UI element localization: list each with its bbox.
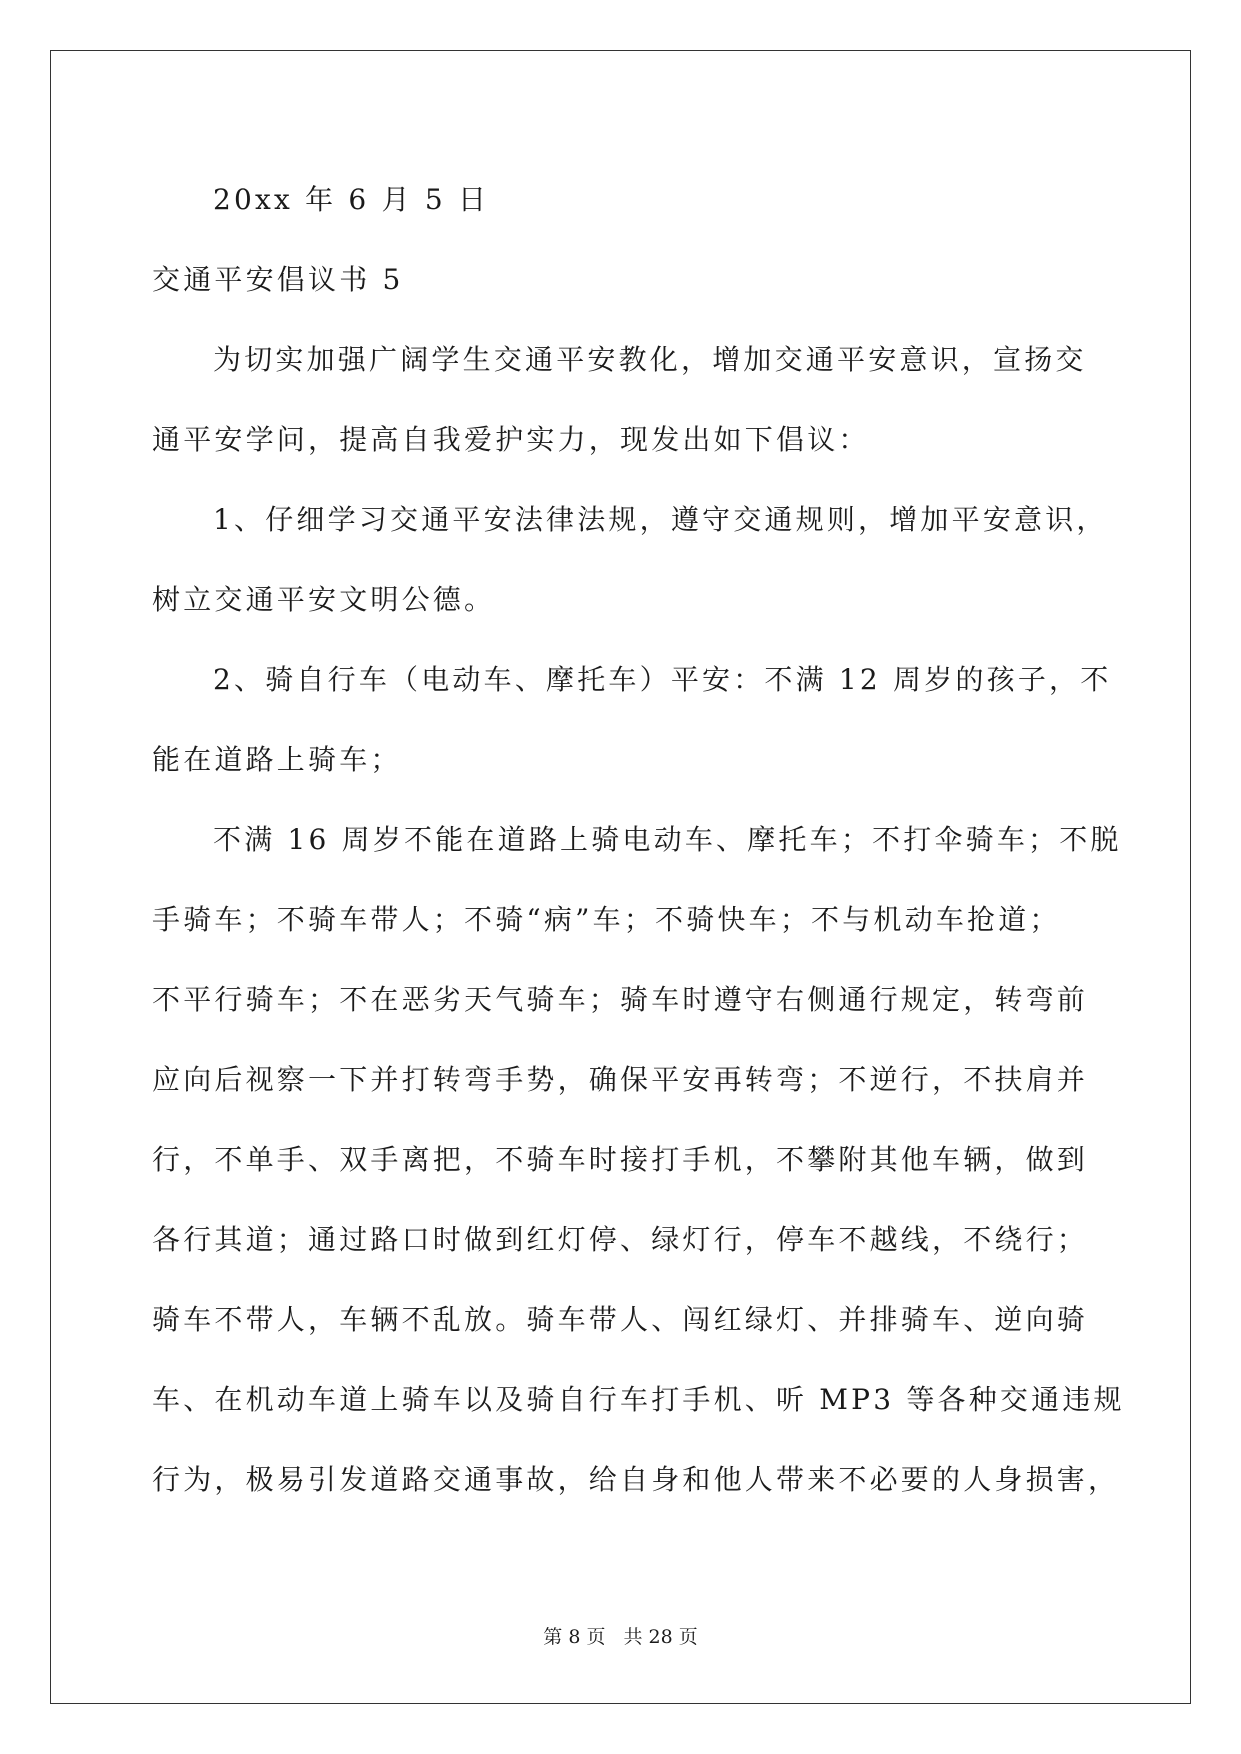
document-body: [152, 160, 1125, 1520]
paragraph-line: 树立交通平安文明公德。: [152, 583, 496, 616]
paragraph-line: 手骑车；不骑车带人；不骑“病”车；不骑快车；不与机动车抢道；: [152, 903, 1061, 936]
page-total: 共 28 页: [623, 1626, 698, 1648]
date-line: 20xx 年 6 月 5 日: [213, 183, 490, 216]
paragraph-line: 车、在机动车道上骑车以及骑自行车打手机、听 MP3 等各种交通违规: [152, 1383, 1125, 1416]
paragraph-line: 不平行骑车；不在恶劣天气骑车；骑车时遵守右侧通行规定，转弯前: [152, 983, 1089, 1016]
page-footer: [0, 1622, 1241, 1649]
paragraph-line: 行为，极易引发道路交通事故，给自身和他人带来不必要的人身损害，: [152, 1463, 1120, 1496]
page-number: 第 8 页: [543, 1626, 606, 1648]
paragraph-line: 应向后视察一下并打转弯手势，确保平安再转弯；不逆行，不扶肩并: [152, 1063, 1089, 1096]
paragraph-line: 骑车不带人，车辆不乱放。骑车带人、闯红绿灯、并排骑车、逆向骑: [152, 1303, 1089, 1336]
paragraph-line: 能在道路上骑车；: [152, 743, 402, 776]
paragraph-line: 不满 16 周岁不能在道路上骑电动车、摩托车；不打伞骑车；不脱: [213, 823, 1122, 856]
section-title: 交通平安倡议书 5: [152, 263, 404, 296]
paragraph-line: 行，不单手、双手离把，不骑车时接打手机，不攀附其他车辆，做到: [152, 1143, 1089, 1176]
paragraph-line: 通平安学问，提高自我爱护实力，现发出如下倡议：: [152, 423, 870, 456]
paragraph-line: 各行其道；通过路口时做到红灯停、绿灯行，停车不越线，不绕行；: [152, 1223, 1089, 1256]
paragraph-line: 2、骑自行车（电动车、摩托车）平安：不满 12 周岁的孩子，不: [213, 663, 1112, 696]
paragraph-line: 为切实加强广阔学生交通平安教化，增加交通平安意识，宣扬交: [213, 343, 1087, 376]
paragraph-line: 1、仔细学习交通平安法律法规，遵守交通规则，增加平安意识，: [213, 503, 1108, 536]
